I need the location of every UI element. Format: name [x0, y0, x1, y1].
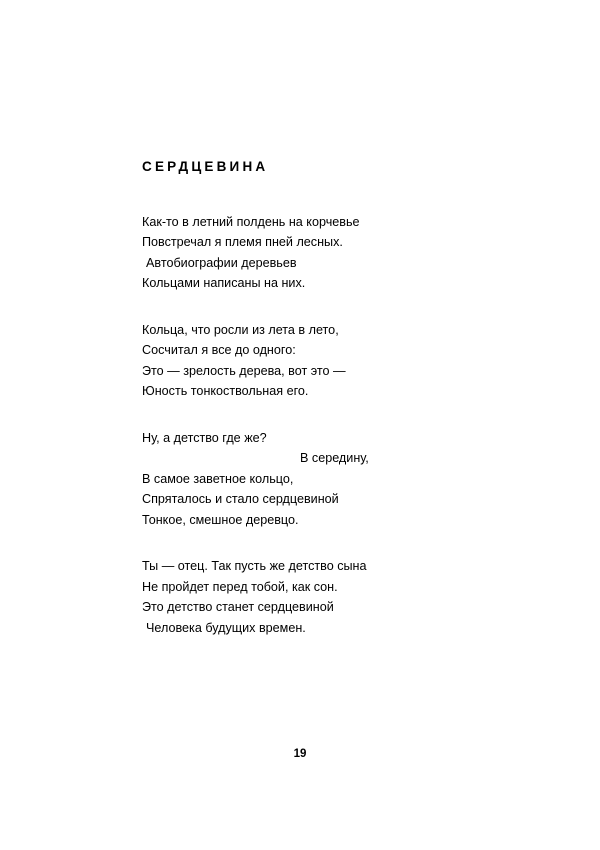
poem-line: Кольцами написаны на них. — [142, 276, 306, 290]
poem-line: Спряталось и стало сердцевиной — [142, 492, 339, 506]
poem-line: Юность тонкоствольная его. — [142, 384, 309, 398]
stanza — [142, 556, 482, 638]
poem-line: Не пройдет перед тобой, как сон. — [142, 579, 338, 594]
poem-line: Как-то в летний полдень на корчевье — [142, 214, 360, 229]
poem-line: Это — зрелость дерева, вот это — — [142, 363, 346, 378]
poem-line: Ну, а детство где же? — [142, 430, 267, 445]
page-number: 19 — [293, 748, 307, 760]
poem-line: Это детство станет сердцевиной — [142, 600, 334, 614]
poem-line: Сосчитал я все до одного: — [142, 343, 296, 357]
poem-line: Человека будущих времен. — [146, 620, 306, 635]
stanza — [142, 320, 482, 402]
poem-line: Автобиографии деревьев — [146, 255, 297, 270]
poem-line: Ты — отец. Так пусть же детство сына — [142, 559, 367, 573]
poem-line: Тонкое, смешное деревцо. — [142, 512, 299, 527]
poem-body — [142, 160, 482, 638]
poem-line: Кольца, что росли из лета в лето, — [142, 322, 339, 337]
poem-line: Повстречал я племя пней лесных. — [142, 235, 343, 249]
page-title: СЕРДЦЕВИНА — [142, 159, 269, 174]
poem-line: В самое заветное кольцо, — [142, 471, 294, 486]
poem-line: В середину, — [300, 451, 369, 465]
stanza — [142, 212, 482, 294]
stanza — [142, 428, 482, 531]
